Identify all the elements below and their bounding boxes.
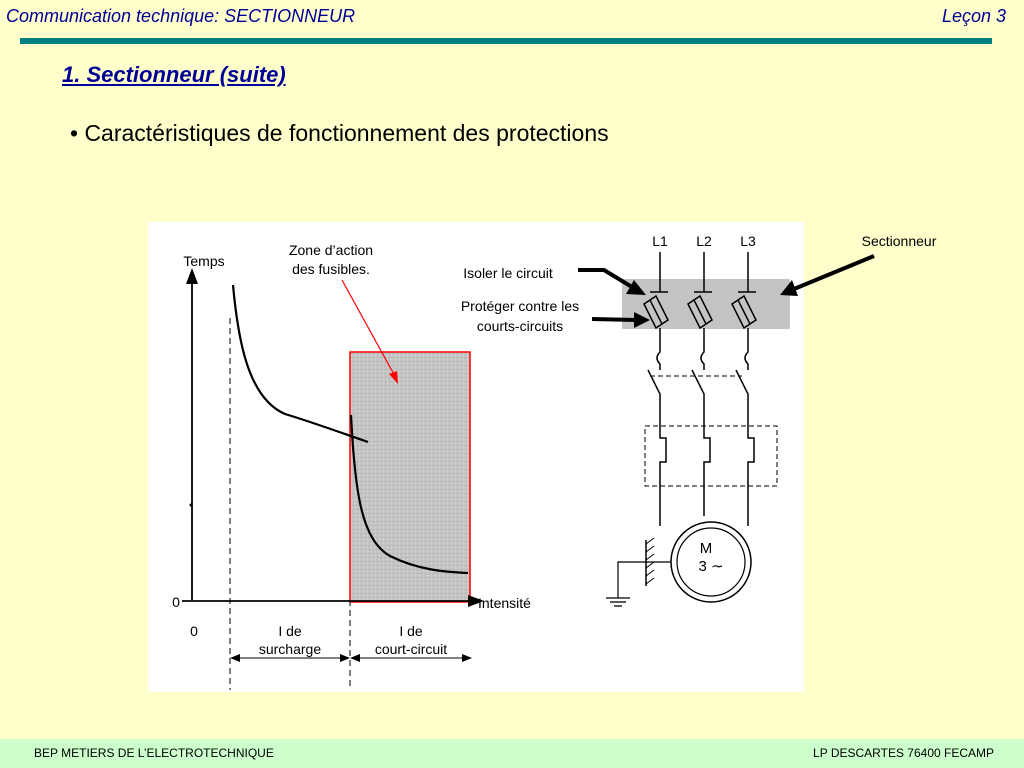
contactor-pole-l1 (648, 370, 660, 420)
zone-overload-line2: surcharge (258, 641, 322, 657)
contactor-pole-l2 (692, 370, 704, 420)
thermal-relay-box (645, 426, 777, 486)
bullet-text: • Caractéristiques de fonctionnement des protections (70, 120, 609, 146)
hook-l1 (657, 328, 660, 370)
contactor-pole-l3 (736, 370, 748, 420)
fuse-zone-label-line1: Zone d’action (288, 242, 374, 258)
x-axis-label: Intensité (478, 595, 531, 611)
thermal-element-l1 (660, 420, 666, 526)
slide-header-lesson: Leçon 3 (941, 6, 1006, 26)
y-axis-arrow (186, 268, 198, 284)
slide-header-title: Communication technique: SECTIONNEUR (6, 6, 356, 26)
footer-left-text: BEP METIERS DE L’ELECTROTECHNIQUE (34, 746, 274, 760)
arrow-switch (780, 256, 874, 296)
x-origin-label: 0 (190, 623, 198, 639)
motor-label-line2: 3 ∼ (698, 558, 724, 575)
thermal-element-l2 (704, 420, 710, 516)
arrow-isolate (578, 270, 646, 295)
footer-right-text: LP DESCARTES 76400 FECAMP (813, 746, 994, 760)
phase-label-l1: L1 (652, 233, 668, 249)
ground-symbol (606, 598, 630, 606)
earth-wire (618, 562, 671, 598)
fuse-zone-label-line2: des fusibles. (292, 261, 370, 277)
y-origin-label: 0 (172, 594, 180, 610)
zone-short-circuit-line1: I de (399, 623, 423, 639)
protect-label-line1: Protéger contre les (460, 298, 580, 314)
phase-label-l2: L2 (696, 233, 712, 249)
footer-bar (0, 739, 1024, 768)
thermal-element-l3 (748, 420, 754, 526)
phase-label-l3: L3 (740, 233, 756, 249)
earth-hatching (646, 538, 654, 584)
overload-curve (233, 285, 368, 442)
zone-short-circuit-line2: court-circuit (374, 641, 448, 657)
isolate-label: Isoler le circuit (463, 265, 553, 281)
section-title: 1. Sectionneur (suite) (62, 62, 286, 87)
axis-tick-dot (190, 504, 193, 507)
switch-band (622, 279, 790, 329)
hook-l2 (701, 328, 704, 370)
zone-overload-line1: I de (278, 623, 302, 639)
motor-label-line1: M (699, 540, 713, 557)
switch-label: Sectionneur (861, 233, 937, 249)
y-axis-label: Temps (183, 253, 225, 269)
protect-label-line2: courts-circuits (476, 318, 564, 334)
hook-l3 (745, 328, 748, 370)
